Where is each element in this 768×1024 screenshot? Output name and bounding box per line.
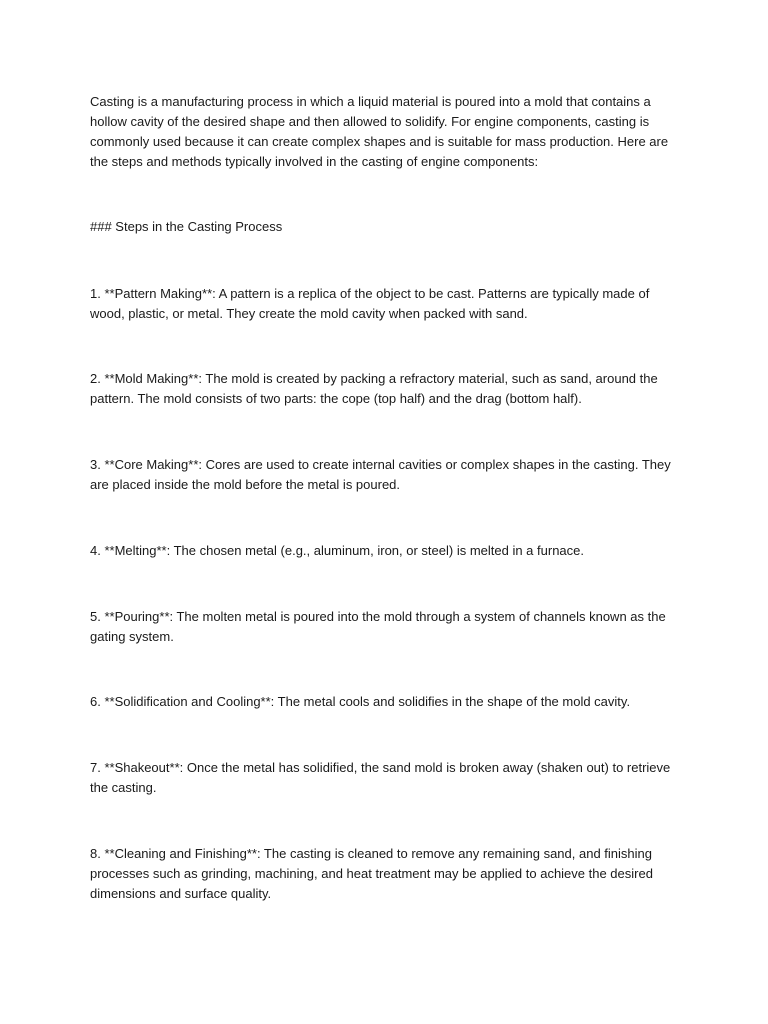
step-3-core-making: 3. **Core Making**: Cores are used to create internal cavities or complex shapes in the casting. They are placed inside the mold before the metal is poured. [90, 457, 671, 492]
step-1-pattern-making: 1. **Pattern Making**: A pattern is a replica of the object to be cast. Patterns are typically made of wood, plastic, or metal. They create the mold cavity when packed with sand. [90, 286, 650, 321]
step-7-shakeout: 7. **Shakeout**: Once the metal has solidified, the sand mold is broken away (shaken out) to retrieve the casting. [90, 760, 671, 795]
intro-paragraph: Casting is a manufacturing process in which a liquid material is poured into a mold that contains a hollow cavity of the desired shape and then allowed to solidify. For engine components, casting is commonly used because it can create complex shapes and is suitable for mass production. Here are the steps and methods typically involved in the casting of engine components: [90, 94, 669, 169]
step-2-mold-making: 2. **Mold Making**: The mold is created by packing a refractory material, such as sand, around the pattern. The mold consists of two parts: the cope (top half) and the drag (bottom half). [90, 371, 658, 406]
step-5-pouring: 5. **Pouring**: The molten metal is poured into the mold through a system of channels known as the gating system. [90, 609, 666, 644]
step-6-solidification: 6. **Solidification and Cooling**: The metal cools and solidifies in the shape of the mold cavity. [90, 694, 631, 709]
step-4-melting: 4. **Melting**: The chosen metal (e.g., aluminum, iron, or steel) is melted in a furnace. [90, 543, 584, 558]
step-8-cleaning-finishing: 8. **Cleaning and Finishing**: The casting is cleaned to remove any remaining sand, and finishing processes such as grinding, machining, and heat treatment may be applied to achieve the desired dimensions and surface quality. [90, 846, 653, 901]
section-heading: ### Steps in the Casting Process [90, 219, 283, 234]
